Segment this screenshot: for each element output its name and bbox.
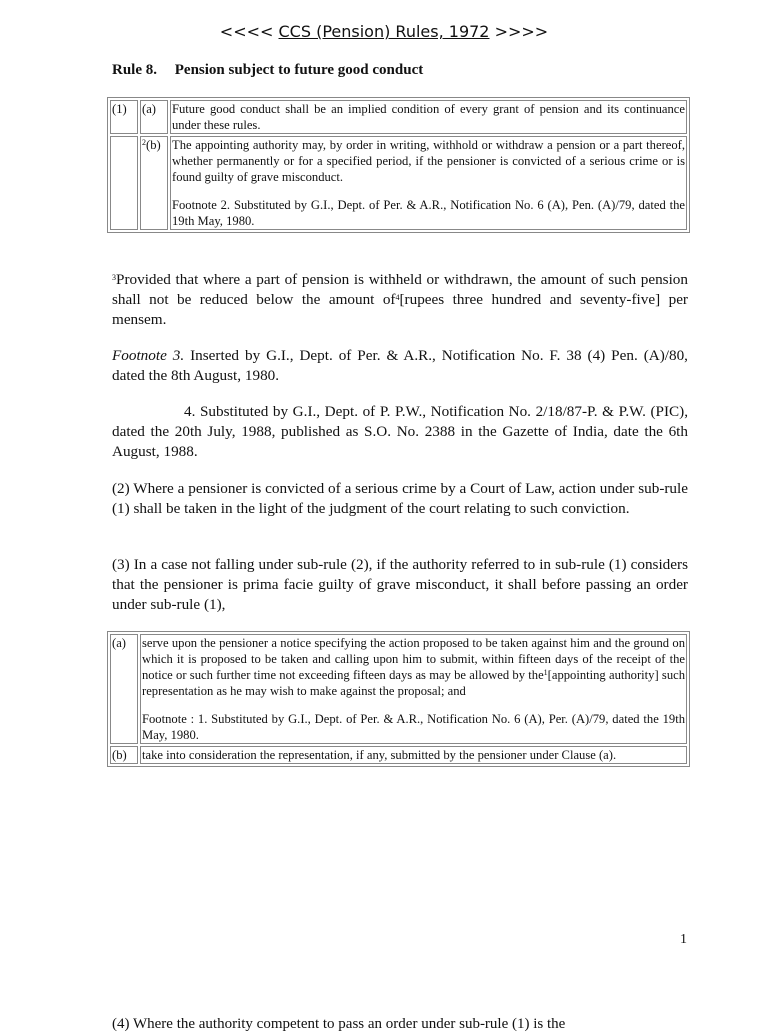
proviso-text: [rupees three hundred and seventy-five] per mensem. [112,291,688,328]
clause-b-text: The appointing authority may, by order in writing, withhold or withdraw a pension or a part thereof, whether permanently or for a specified period, if the pensioner is convicted of a serious crime or is found guilty of grave misconduct. [172,138,685,184]
footnote-label: Footnote 3. [112,347,185,364]
superscript: 1 [543,668,548,677]
subrule-2-paragraph: (2) Where a pensioner is convicted of a serious crime by a Court of Law, action under sub-rule (1) shall be taken in the light of the judgment of the court relating to such conviction. [112,480,688,517]
table-cell-number [110,136,138,230]
proviso-text: Provided that where a part of pension is withheld or withdrawn, the amount of such pension shall not be reduced below the amount of [112,271,688,308]
table-cell-text [140,634,687,744]
table-cell-clause: (a) [110,634,138,744]
table-cell-clause: (a) [140,100,168,134]
rule-number: Rule 8. [112,62,157,78]
table-row [110,136,687,230]
table-cell-number: (1) [110,100,138,134]
clause-a-text-cont: [appointing authority] such representation as he may wish to make against the proposal; and [142,668,686,698]
footnote-4-paragraph: 4. Substituted by G.I., Dept. of P. P.W., Notification No. 2/18/87-P. & P.W. (PIC), dated the 20th July, 1988, published as S.O. No. 2388 in the Gazette of India, date the 6th August, 1988. [112,403,688,460]
next-page-fragment: (4) Where the authority competent to pass an order under sub-rule (1) is the [112,1016,566,1032]
table-cell-text [170,136,687,230]
footnote-3-paragraph [112,346,688,386]
clause-label: (b) [146,138,161,152]
table-row [110,100,687,134]
table-cell-clause: (b) [110,746,138,764]
footnote-2: Footnote 2. Substituted by G.I., Dept. of Per. & A.R., Notification No. 6 (A), Pen. (A)/79, dated the 19th May, 1980. [172,198,685,228]
table-cell-clause [140,136,168,230]
clause-a-text: serve upon the pensioner a notice specifying the action proposed to be taken against him and the ground on which it is proposed to be taken and calling upon him to submit, within fifteen days of the receipt of the notice or such further time not exceeding fifteen days as may be allowed by the [142,636,685,682]
table-cell-text: take into consideration the representation, if any, submitted by the pensioner under Clause (a). [140,746,687,764]
header-title: CCS (Pension) Rules, 1972 [278,22,490,41]
footnote-text: Inserted by G.I., Dept. of Per. & A.R., Notification No. F. 38 (4) Pen. (A)/80, dated the 8th August, 1980. [112,347,688,384]
rule-heading [112,62,423,79]
rule-heading-text: Pension subject to future good conduct [174,62,424,78]
superscript: 2 [142,138,146,147]
proviso-paragraph [112,270,688,330]
header-prefix: <<<< [219,22,279,41]
table-cell-text: Future good conduct shall be an implied condition of every grant of pension and its continuance under these rules. [172,102,685,132]
page-number: 1 [680,932,687,947]
superscript: 4 [395,293,400,302]
document-header [0,22,768,41]
table-row [110,634,687,744]
table-row [110,746,687,764]
superscript: 3 [112,273,116,282]
footnote-1: Footnote : 1. Substituted by G.I., Dept. of Per. & A.R., Notification No. 6 (A), Per. (A)/79, dated the 19th May, 1980. [142,712,685,742]
subrule3-clauses-table [107,631,690,767]
header-suffix: >>>> [489,22,549,41]
subrule-3-paragraph: (3) In a case not falling under sub-rule (2), if the authority referred to in sub-rule (1) considers that the pensioner is prima facie guilty of grave misconduct, it shall before passing an order under sub-rule (1), [112,556,688,613]
subrule1-table [107,97,690,233]
